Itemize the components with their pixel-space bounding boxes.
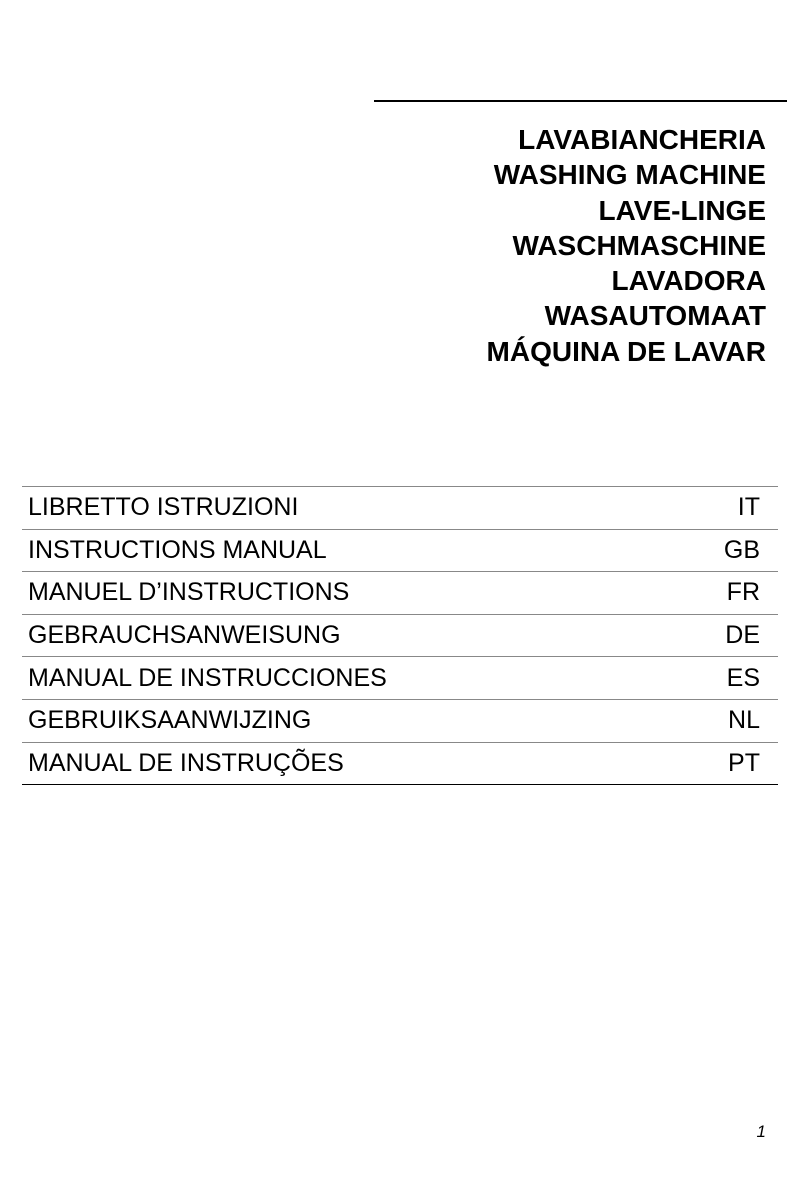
page-number: 1 bbox=[756, 1122, 766, 1141]
manual-name: MANUAL DE INSTRUCCIONES bbox=[22, 657, 680, 700]
manual-name: GEBRUIKSAANWIJZING bbox=[22, 699, 680, 742]
manual-name: MANUAL DE INSTRUÇÕES bbox=[22, 742, 680, 785]
table-row[interactable] bbox=[22, 572, 778, 615]
manual-name: INSTRUCTIONS MANUAL bbox=[22, 529, 680, 572]
language-code: GB bbox=[680, 529, 778, 572]
language-code: ES bbox=[680, 657, 778, 700]
table-row[interactable] bbox=[22, 614, 778, 657]
title-de: WASCHMASCHINE bbox=[512, 229, 766, 261]
title-pt: MÁQUINA DE LAVAR bbox=[486, 335, 766, 367]
title-nl: WASAUTOMAAT bbox=[544, 300, 766, 332]
manual-name: MANUEL D’INSTRUCTIONS bbox=[22, 572, 680, 615]
table-row[interactable] bbox=[22, 699, 778, 742]
title-gb: WASHING MACHINE bbox=[493, 159, 766, 191]
manual-name: LIBRETTO ISTRUZIONI bbox=[22, 487, 680, 530]
title-it: LAVABIANCHERIA bbox=[518, 124, 766, 155]
table-row[interactable] bbox=[22, 487, 778, 530]
title-fr: LAVE-LINGE bbox=[598, 194, 766, 226]
manual-name: GEBRAUCHSANWEISUNG bbox=[22, 614, 680, 657]
product-titles bbox=[487, 122, 766, 369]
table-row[interactable] bbox=[22, 657, 778, 700]
language-code: DE bbox=[680, 614, 778, 657]
table-row[interactable] bbox=[22, 742, 778, 785]
language-code: PT bbox=[680, 742, 778, 785]
language-code: FR bbox=[680, 572, 778, 615]
language-code: IT bbox=[680, 487, 778, 530]
top-divider bbox=[374, 100, 787, 102]
language-index-table bbox=[22, 486, 778, 785]
title-es: LAVADORA bbox=[611, 265, 766, 297]
language-code: NL bbox=[680, 699, 778, 742]
table-row[interactable] bbox=[22, 529, 778, 572]
